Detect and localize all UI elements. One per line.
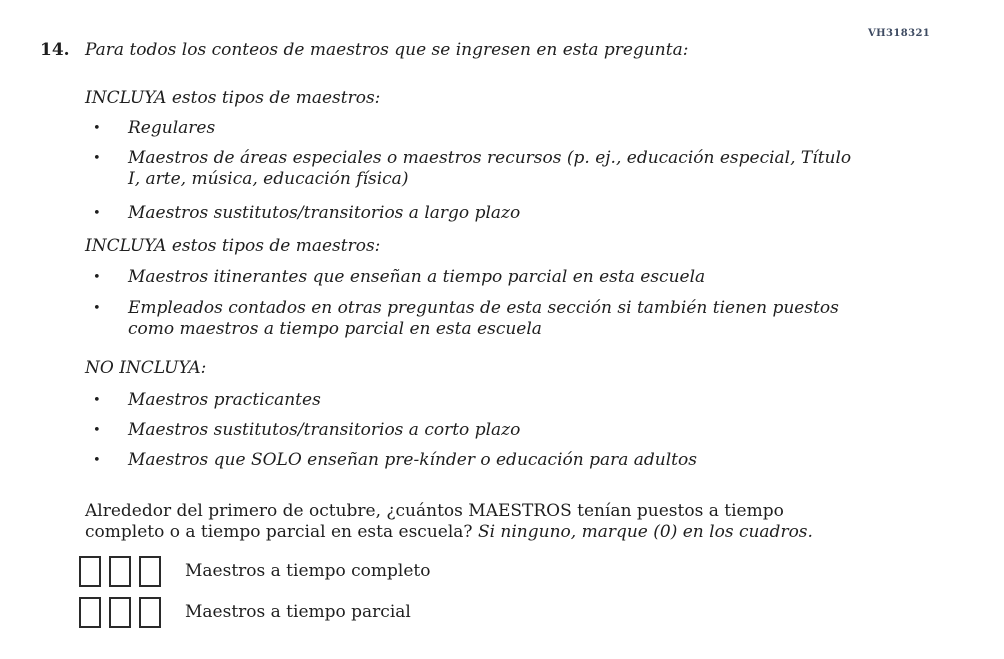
digit-box[interactable]: [109, 556, 131, 587]
bullet-icon: •: [93, 121, 101, 136]
bullet-text: Maestros sustitutos/transitorios a largo plazo: [128, 203, 521, 223]
bullet-item: [93, 450, 697, 471]
bullet-text: I, arte, música, educación física): [128, 169, 409, 189]
bullet-text: Maestros que SOLO enseñan pre-kínder o educación para adultos: [128, 450, 697, 470]
answer-label: Maestros a tiempo completo: [185, 560, 431, 581]
include-header-2: INCLUYA estos tipos de maestros:: [85, 236, 381, 256]
bullet-text: Maestros practicantes: [128, 390, 321, 410]
answer-row-part-time: [79, 596, 411, 628]
bullet-text: Maestros de áreas especiales o maestros recursos (p. ej., educación especial, Título: [128, 148, 852, 168]
bullet-item: [93, 148, 851, 190]
bullet-icon: •: [93, 423, 101, 438]
final-question-line-1: Alrededor del primero de octubre, ¿cuántos MAESTROS tenían puestos a tiempo: [85, 501, 784, 521]
bullet-item: [93, 203, 520, 224]
bullet-icon: •: [93, 453, 101, 468]
form-code: VH318321: [868, 28, 931, 39]
final-question-line-2: [85, 522, 813, 543]
bullet-icon: •: [93, 151, 101, 166]
digit-box[interactable]: [109, 597, 131, 628]
bullet-text: Regulares: [128, 118, 216, 138]
bullet-text: Empleados contados en otras preguntas de esta sección si también tienen puestos: [128, 298, 839, 318]
final-question-line-2-italic: Si ninguno, marque (0) en los cuadros.: [477, 522, 813, 542]
question-intro: Para todos los conteos de maestros que se ingresen en esta pregunta:: [85, 40, 689, 60]
bullet-icon: •: [93, 393, 101, 408]
bullet-text: Maestros sustitutos/transitorios a corto plazo: [128, 420, 521, 440]
bullet-text: como maestros a tiempo parcial en esta escuela: [128, 319, 542, 339]
question-number: 14.: [40, 40, 70, 60]
question-14-intro-row: [40, 40, 688, 61]
bullet-text: Maestros itinerantes que enseñan a tiempo parcial en esta escuela: [128, 267, 706, 287]
final-question-line-2-regular: completo o a tiempo parcial en esta escuela?: [85, 522, 478, 542]
exclude-header: NO INCLUYA:: [85, 358, 207, 378]
answer-label: Maestros a tiempo parcial: [185, 601, 411, 622]
bullet-item: [93, 118, 215, 139]
bullet-icon: •: [93, 301, 101, 316]
bullet-item: [93, 390, 321, 411]
digit-box[interactable]: [79, 597, 101, 628]
bullet-icon: •: [93, 270, 101, 285]
bullet-item: [93, 420, 520, 441]
bullet-icon: •: [93, 206, 101, 221]
digit-box[interactable]: [139, 556, 161, 587]
answer-row-full-time: [79, 555, 430, 587]
digit-box[interactable]: [79, 556, 101, 587]
digit-box[interactable]: [139, 597, 161, 628]
bullet-item: [93, 298, 839, 340]
include-header-1: INCLUYA estos tipos de maestros:: [85, 88, 381, 108]
bullet-item: [93, 267, 705, 288]
